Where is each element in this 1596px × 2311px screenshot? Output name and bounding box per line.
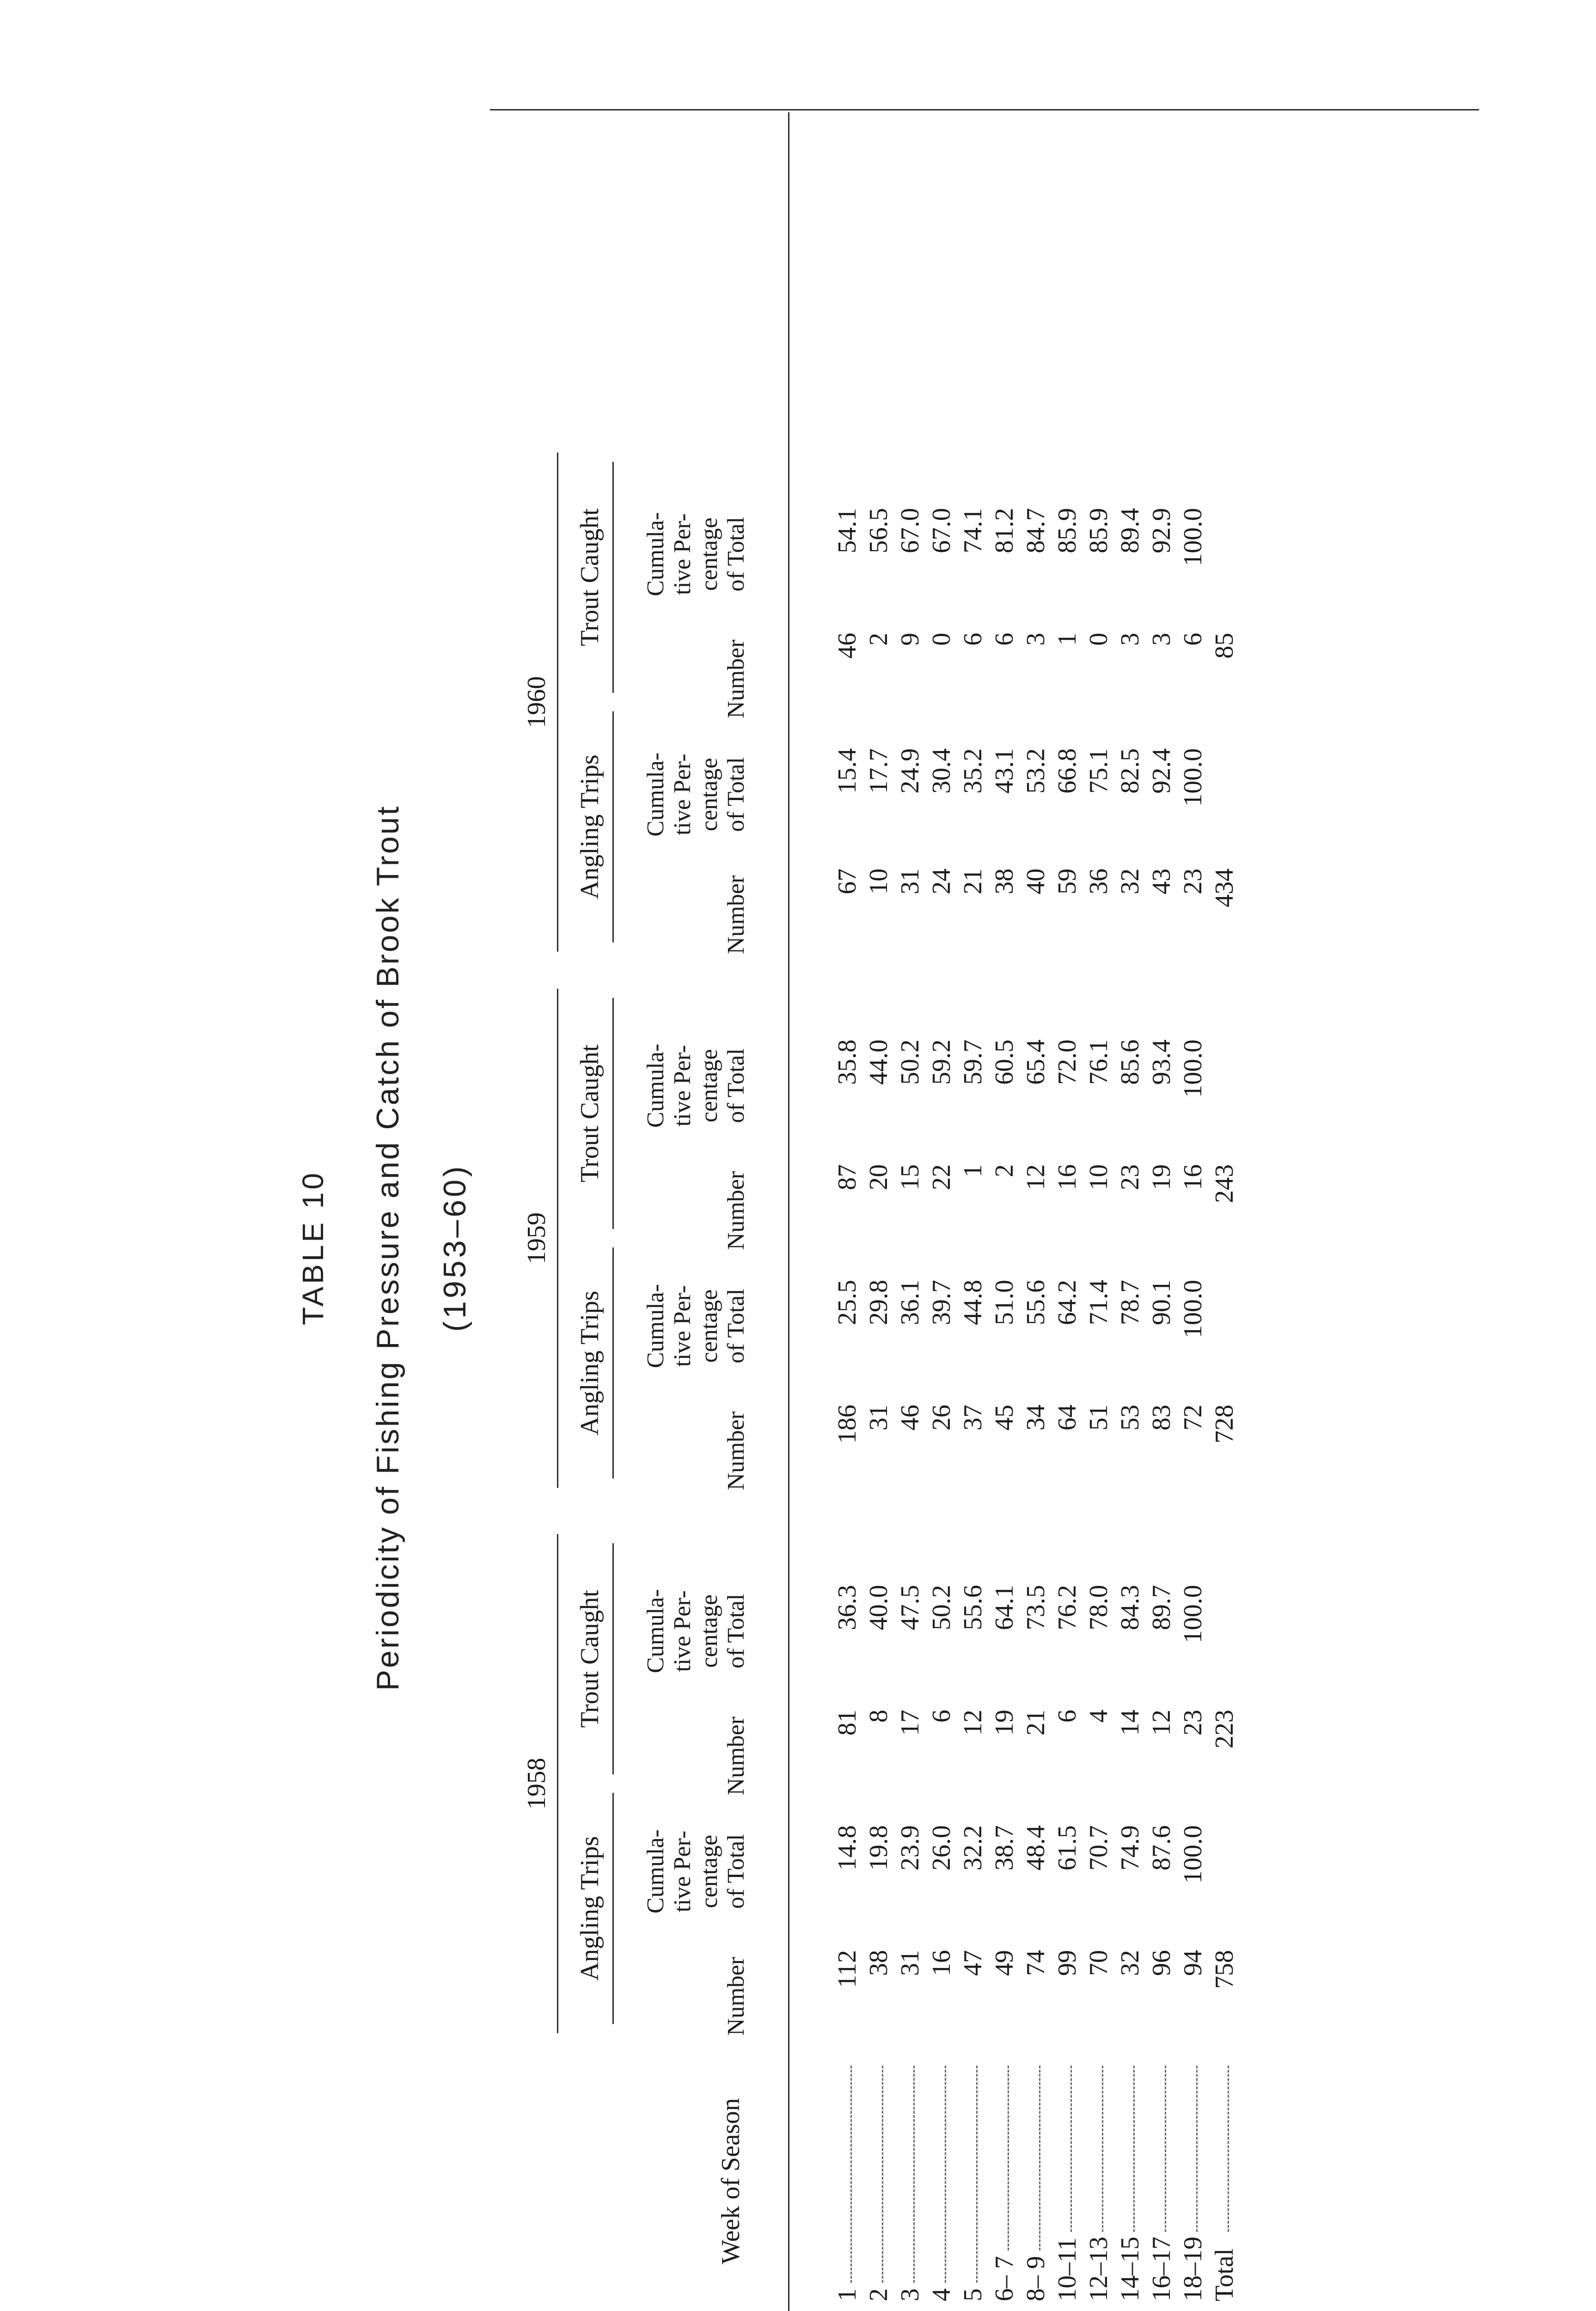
dot-leader: [1133, 2066, 1135, 2232]
cumulative-percentage-cell: 89.4: [1116, 508, 1144, 553]
year-header-1959: 1959: [522, 1212, 551, 1264]
number-cell: 9: [896, 633, 924, 646]
cumulative-percentage-cell: 87.6: [1147, 1825, 1176, 1871]
dot-leader: [913, 2066, 915, 2283]
cumulative-percentage-cell: 26.0: [927, 1825, 956, 1871]
group-rule: [612, 1247, 614, 1479]
table-title: Periodicity of Fishing Pressure and Catch of Brook Trout: [370, 804, 405, 1691]
number-cell: 1: [1053, 633, 1082, 646]
number-cell: 4: [1084, 1710, 1113, 1723]
number-cell: 186: [833, 1405, 862, 1443]
angling-trips-header-1958: Angling Trips: [575, 1836, 604, 1981]
trout-caught-header-1960: Trout Caught: [575, 508, 604, 647]
cumulative-percentage-cell: 64.2: [1053, 1280, 1082, 1325]
week-label: 14–15: [1116, 2237, 1144, 2301]
cumulative-header-line: tive Per-: [669, 513, 696, 595]
cumulative-percentage-cell: 32.2: [959, 1825, 987, 1871]
table-years-range: (1953–60): [437, 1163, 472, 1332]
cumulative-percentage-cell: 36.1: [896, 1280, 924, 1325]
cumulative-percentage-cell: 54.1: [833, 508, 862, 553]
cumulative-percentage-cell: 35.2: [959, 748, 987, 794]
cumulative-percentage-cell: 75.1: [1084, 748, 1113, 794]
number-cell: 64: [1053, 1405, 1082, 1431]
number-cell: 16: [1179, 1164, 1207, 1190]
dot-leader: [1039, 2066, 1040, 2250]
number-cell: 72: [1179, 1405, 1207, 1431]
number-cell: 16: [1053, 1164, 1082, 1190]
number-cell: 112: [833, 1950, 862, 1988]
cumulative-percentage-cell: 67.0: [927, 508, 956, 553]
number-cell: 14: [1116, 1710, 1144, 1736]
table-row: [1021, 0, 1051, 2311]
cumulative-header-line: Cumula-: [642, 1829, 669, 1914]
number-cell: 32: [1116, 1950, 1144, 1976]
cumulative-header-line: Cumula-: [642, 1589, 669, 1673]
column-header-rule: [788, 112, 789, 2311]
cumulative-percentage-cell: 44.0: [864, 1039, 893, 1085]
table-row: [926, 0, 957, 2311]
table-row: [1052, 0, 1082, 2311]
table-row: [1083, 0, 1114, 2311]
number-header: Number: [723, 1716, 749, 1796]
group-rule: [612, 711, 614, 942]
year-rule-1958: [557, 1534, 558, 2033]
table-row: [1178, 0, 1208, 2311]
table-row: [895, 0, 925, 2311]
cumulative-percentage-cell: 50.2: [927, 1585, 956, 1630]
table-row: [1146, 0, 1177, 2311]
number-header: Number: [723, 1956, 749, 2036]
number-cell: 31: [864, 1405, 893, 1431]
number-cell: 26: [927, 1405, 956, 1431]
number-cell: 32: [1116, 868, 1144, 894]
cumulative-percentage-cell: 100.0: [1179, 1280, 1207, 1338]
cumulative-percentage-header: [642, 1807, 750, 1936]
cumulative-percentage-cell: 38.7: [990, 1825, 1019, 1871]
cumulative-percentage-cell: 43.1: [990, 748, 1019, 794]
week-label: 10–11: [1053, 2238, 1082, 2301]
week-label: 1: [833, 2288, 862, 2301]
cumulative-percentage-cell: 51.0: [990, 1280, 1019, 1325]
cumulative-percentage-cell: 55.6: [1021, 1280, 1050, 1325]
cumulative-percentage-cell: 50.2: [896, 1039, 924, 1085]
table-row: [1115, 0, 1145, 2311]
number-cell: 23: [1116, 1164, 1144, 1190]
number-cell: 24: [927, 868, 956, 894]
cumulative-percentage-cell: 35.8: [833, 1039, 862, 1085]
table-row: [1209, 0, 1240, 2311]
number-cell: 3: [1116, 633, 1144, 646]
number-cell: 8: [864, 1710, 893, 1723]
cumulative-percentage-cell: 90.1: [1147, 1280, 1176, 1325]
number-cell: 223: [1210, 1710, 1239, 1749]
cumulative-percentage-cell: 23.9: [896, 1825, 924, 1871]
cumulative-percentage-cell: 92.4: [1147, 748, 1176, 794]
number-cell: 6: [1053, 1710, 1082, 1723]
cumulative-percentage-cell: [1209, 1280, 1240, 1382]
number-cell: 38: [990, 868, 1019, 894]
cumulative-percentage-cell: 61.5: [1053, 1825, 1082, 1871]
dot-leader: [1008, 2066, 1009, 2250]
dot-leader: [1070, 2066, 1072, 2232]
year-header-1960: 1960: [522, 676, 551, 728]
number-cell: 728: [1210, 1405, 1239, 1443]
number-cell: 47: [959, 1950, 987, 1976]
dot-leader: [945, 2066, 946, 2283]
cumulative-percentage-cell: 67.0: [896, 508, 924, 553]
dot-leader: [1102, 2066, 1103, 2232]
number-cell: 34: [1021, 1405, 1050, 1431]
cumulative-percentage-cell: 64.1: [990, 1585, 1019, 1630]
cumulative-percentage-header: [642, 1261, 750, 1391]
cumulative-percentage-cell: 44.8: [959, 1280, 987, 1325]
cumulative-percentage-cell: 78.7: [1116, 1280, 1144, 1325]
cumulative-percentage-cell: 55.6: [959, 1585, 987, 1630]
number-cell: 31: [896, 1950, 924, 1976]
number-cell: 81: [833, 1710, 862, 1736]
cumulative-header-line: centage: [696, 1834, 722, 1908]
cumulative-header-line: Cumula-: [642, 752, 669, 837]
number-cell: 31: [896, 868, 924, 894]
week-label: Total: [1210, 2248, 1239, 2301]
number-header: Number: [723, 875, 749, 954]
cumulative-percentage-cell: 100.0: [1179, 1039, 1207, 1098]
week-label: 5: [959, 2288, 987, 2301]
cumulative-percentage-cell: 100.0: [1179, 1825, 1207, 1883]
number-cell: 23: [1179, 868, 1207, 894]
cumulative-percentage-cell: 76.1: [1084, 1039, 1113, 1085]
cumulative-percentage-cell: 25.5: [833, 1280, 862, 1325]
cumulative-percentage-cell: [1209, 1825, 1240, 1927]
cumulative-header-line: centage: [696, 517, 722, 591]
number-cell: 0: [1084, 633, 1113, 646]
cumulative-percentage-cell: 30.4: [927, 748, 956, 794]
cumulative-percentage-cell: 59.2: [927, 1039, 956, 1085]
table-row: [863, 0, 894, 2311]
cumulative-percentage-cell: 85.9: [1084, 508, 1113, 553]
year-rule-1960: [557, 452, 558, 952]
number-cell: 83: [1147, 1405, 1176, 1431]
cumulative-header-line: of Total: [723, 1834, 749, 1909]
number-header: Number: [723, 639, 749, 719]
number-cell: 6: [927, 1710, 956, 1723]
cumulative-percentage-cell: 60.5: [990, 1039, 1019, 1085]
number-header: Number: [723, 1411, 749, 1491]
cumulative-percentage-cell: 70.7: [1084, 1825, 1113, 1871]
cumulative-percentage-cell: 24.9: [896, 748, 924, 794]
cumulative-percentage-cell: 100.0: [1179, 508, 1207, 566]
cumulative-percentage-cell: 100.0: [1179, 748, 1207, 807]
number-cell: 53: [1116, 1405, 1144, 1431]
table-row: [832, 0, 862, 2311]
cumulative-percentage-cell: 85.6: [1116, 1039, 1144, 1085]
number-cell: 6: [959, 633, 987, 646]
week-label: 16–17: [1147, 2237, 1176, 2301]
number-cell: 10: [1084, 1164, 1113, 1190]
cumulative-header-line: of Total: [723, 517, 749, 592]
number-cell: 12: [959, 1710, 987, 1736]
number-cell: 10: [864, 868, 893, 894]
cumulative-percentage-cell: 78.0: [1084, 1585, 1113, 1630]
number-header: Number: [723, 1171, 749, 1250]
cumulative-percentage-cell: 82.5: [1116, 748, 1144, 794]
number-cell: 1: [959, 1164, 987, 1177]
cumulative-header-line: Cumula-: [642, 1284, 669, 1368]
trout-caught-header-1959: Trout Caught: [575, 1044, 604, 1183]
cumulative-percentage-cell: 66.8: [1053, 748, 1082, 794]
cumulative-percentage-cell: 71.4: [1084, 1280, 1113, 1325]
number-cell: 22: [927, 1164, 956, 1190]
cumulative-percentage-cell: 73.5: [1021, 1585, 1050, 1630]
cumulative-percentage-cell: [1209, 1039, 1240, 1141]
number-cell: 70: [1084, 1950, 1113, 1976]
number-cell: 16: [927, 1950, 956, 1976]
cumulative-header-line: centage: [696, 1594, 722, 1668]
number-cell: 19: [1147, 1164, 1176, 1190]
cumulative-percentage-cell: 59.7: [959, 1039, 987, 1085]
number-cell: 37: [959, 1405, 987, 1431]
cumulative-percentage-cell: 29.8: [864, 1280, 893, 1325]
cumulative-percentage-cell: 74.1: [959, 508, 987, 553]
week-label: 12–13: [1084, 2237, 1113, 2301]
cumulative-percentage-cell: 56.5: [864, 508, 893, 553]
cumulative-percentage-cell: 93.4: [1147, 1039, 1176, 1085]
number-cell: 20: [864, 1164, 893, 1190]
dot-leader: [850, 2066, 852, 2283]
cumulative-percentage-header: [642, 1566, 750, 1696]
number-cell: 2: [864, 633, 893, 646]
cumulative-percentage-header: [642, 1021, 750, 1150]
angling-trips-header-1959: Angling Trips: [575, 1290, 604, 1436]
week-of-season-header: Week of Season: [716, 2098, 745, 2264]
number-cell: 21: [1021, 1710, 1050, 1736]
week-label: 4: [927, 2288, 956, 2301]
number-cell: 434: [1210, 868, 1239, 907]
cumulative-header-line: tive Per-: [669, 1830, 696, 1913]
cumulative-percentage-cell: 40.0: [864, 1585, 893, 1630]
cumulative-percentage-header: [642, 489, 750, 619]
trout-caught-header-1958: Trout Caught: [575, 1590, 604, 1728]
number-cell: 99: [1053, 1950, 1082, 1976]
dot-leader: [882, 2066, 883, 2283]
cumulative-header-line: of Total: [723, 1048, 749, 1123]
number-cell: 21: [959, 868, 987, 894]
week-label: 8– 9: [1021, 2256, 1050, 2301]
cumulative-percentage-cell: 14.8: [833, 1825, 862, 1871]
number-cell: 6: [1179, 633, 1207, 646]
table-row: [989, 0, 1020, 2311]
dot-leader: [1165, 2066, 1166, 2232]
number-cell: 67: [833, 868, 862, 894]
number-cell: 17: [896, 1710, 924, 1736]
number-cell: 43: [1147, 868, 1176, 894]
number-cell: 3: [1147, 633, 1176, 646]
cumulative-header-line: centage: [696, 758, 722, 831]
number-cell: 45: [990, 1405, 1019, 1431]
cumulative-percentage-header: [642, 730, 750, 859]
number-cell: 15: [896, 1164, 924, 1190]
group-rule: [612, 1793, 614, 2024]
cumulative-percentage-cell: 72.0: [1053, 1039, 1082, 1085]
cumulative-header-line: of Total: [723, 1594, 749, 1669]
cumulative-header-line: centage: [696, 1049, 722, 1123]
number-cell: 243: [1210, 1164, 1239, 1203]
cumulative-percentage-cell: [1209, 748, 1240, 850]
cumulative-header-line: tive Per-: [669, 1590, 696, 1672]
week-label: 2: [864, 2288, 893, 2301]
cumulative-percentage-cell: 89.7: [1147, 1585, 1176, 1630]
number-cell: 0: [927, 633, 956, 646]
number-cell: 59: [1053, 868, 1082, 894]
number-cell: 19: [990, 1710, 1019, 1736]
number-cell: 3: [1021, 633, 1050, 646]
year-rule-1959: [557, 989, 558, 1488]
group-rule: [612, 1543, 614, 1774]
number-cell: 46: [896, 1405, 924, 1431]
number-cell: 38: [864, 1950, 893, 1976]
cumulative-header-line: Cumula-: [642, 512, 669, 596]
group-rule: [612, 998, 614, 1229]
table-row: [958, 0, 988, 2311]
cumulative-header-line: of Total: [723, 1289, 749, 1363]
angling-trips-header-1960: Angling Trips: [575, 754, 604, 899]
cumulative-header-line: Cumula-: [642, 1044, 669, 1128]
cumulative-percentage-cell: 39.7: [927, 1280, 956, 1325]
group-rule: [612, 462, 614, 693]
number-cell: 51: [1084, 1405, 1113, 1431]
dot-leader: [1228, 2066, 1229, 2232]
cumulative-percentage-cell: 53.2: [1021, 748, 1050, 794]
cumulative-percentage-cell: 19.8: [864, 1825, 893, 1871]
number-cell: 23: [1179, 1710, 1207, 1736]
cumulative-percentage-cell: 36.3: [833, 1585, 862, 1630]
cumulative-percentage-cell: 81.2: [990, 508, 1019, 553]
cumulative-header-line: tive Per-: [669, 753, 696, 836]
cumulative-header-line: of Total: [723, 757, 749, 832]
table-label: TABLE 10: [296, 1170, 330, 1325]
cumulative-percentage-cell: 15.4: [833, 748, 862, 794]
number-cell: 87: [833, 1164, 862, 1190]
cumulative-percentage-cell: 65.4: [1021, 1039, 1050, 1085]
number-cell: 74: [1021, 1950, 1050, 1976]
cumulative-header-line: tive Per-: [669, 1045, 696, 1127]
cumulative-percentage-cell: 84.7: [1021, 508, 1050, 553]
number-cell: 758: [1210, 1950, 1239, 1989]
number-cell: 12: [1021, 1164, 1050, 1190]
number-cell: 40: [1021, 868, 1050, 894]
number-cell: 36: [1084, 868, 1113, 894]
cumulative-percentage-cell: 48.4: [1021, 1825, 1050, 1871]
cumulative-percentage-cell: [1209, 1585, 1240, 1687]
number-cell: 49: [990, 1950, 1019, 1976]
cumulative-percentage-cell: 100.0: [1179, 1585, 1207, 1643]
number-cell: 46: [833, 633, 862, 659]
dot-leader: [1196, 2066, 1198, 2232]
cumulative-percentage-cell: 85.9: [1053, 508, 1082, 553]
number-cell: 85: [1210, 633, 1239, 659]
week-label: 18–19: [1179, 2237, 1207, 2301]
number-cell: 96: [1147, 1950, 1176, 1976]
cumulative-percentage-cell: 84.3: [1116, 1585, 1144, 1630]
cumulative-header-line: centage: [696, 1289, 722, 1363]
number-cell: 94: [1179, 1950, 1207, 1976]
cumulative-percentage-cell: 74.9: [1116, 1825, 1144, 1871]
cumulative-percentage-cell: 47.5: [896, 1585, 924, 1630]
number-cell: 6: [990, 633, 1019, 646]
cumulative-percentage-cell: 76.2: [1053, 1585, 1082, 1630]
cumulative-percentage-cell: [1209, 508, 1240, 610]
dot-leader: [976, 2066, 978, 2283]
week-label: 3: [896, 2288, 924, 2301]
week-label: 6– 7: [990, 2256, 1019, 2301]
cumulative-percentage-cell: 17.7: [864, 748, 893, 794]
cumulative-percentage-cell: 92.9: [1147, 508, 1176, 553]
number-cell: 2: [990, 1164, 1019, 1177]
number-cell: 12: [1147, 1710, 1176, 1736]
cumulative-header-line: tive Per-: [669, 1285, 696, 1367]
year-header-1958: 1958: [522, 1758, 551, 1810]
